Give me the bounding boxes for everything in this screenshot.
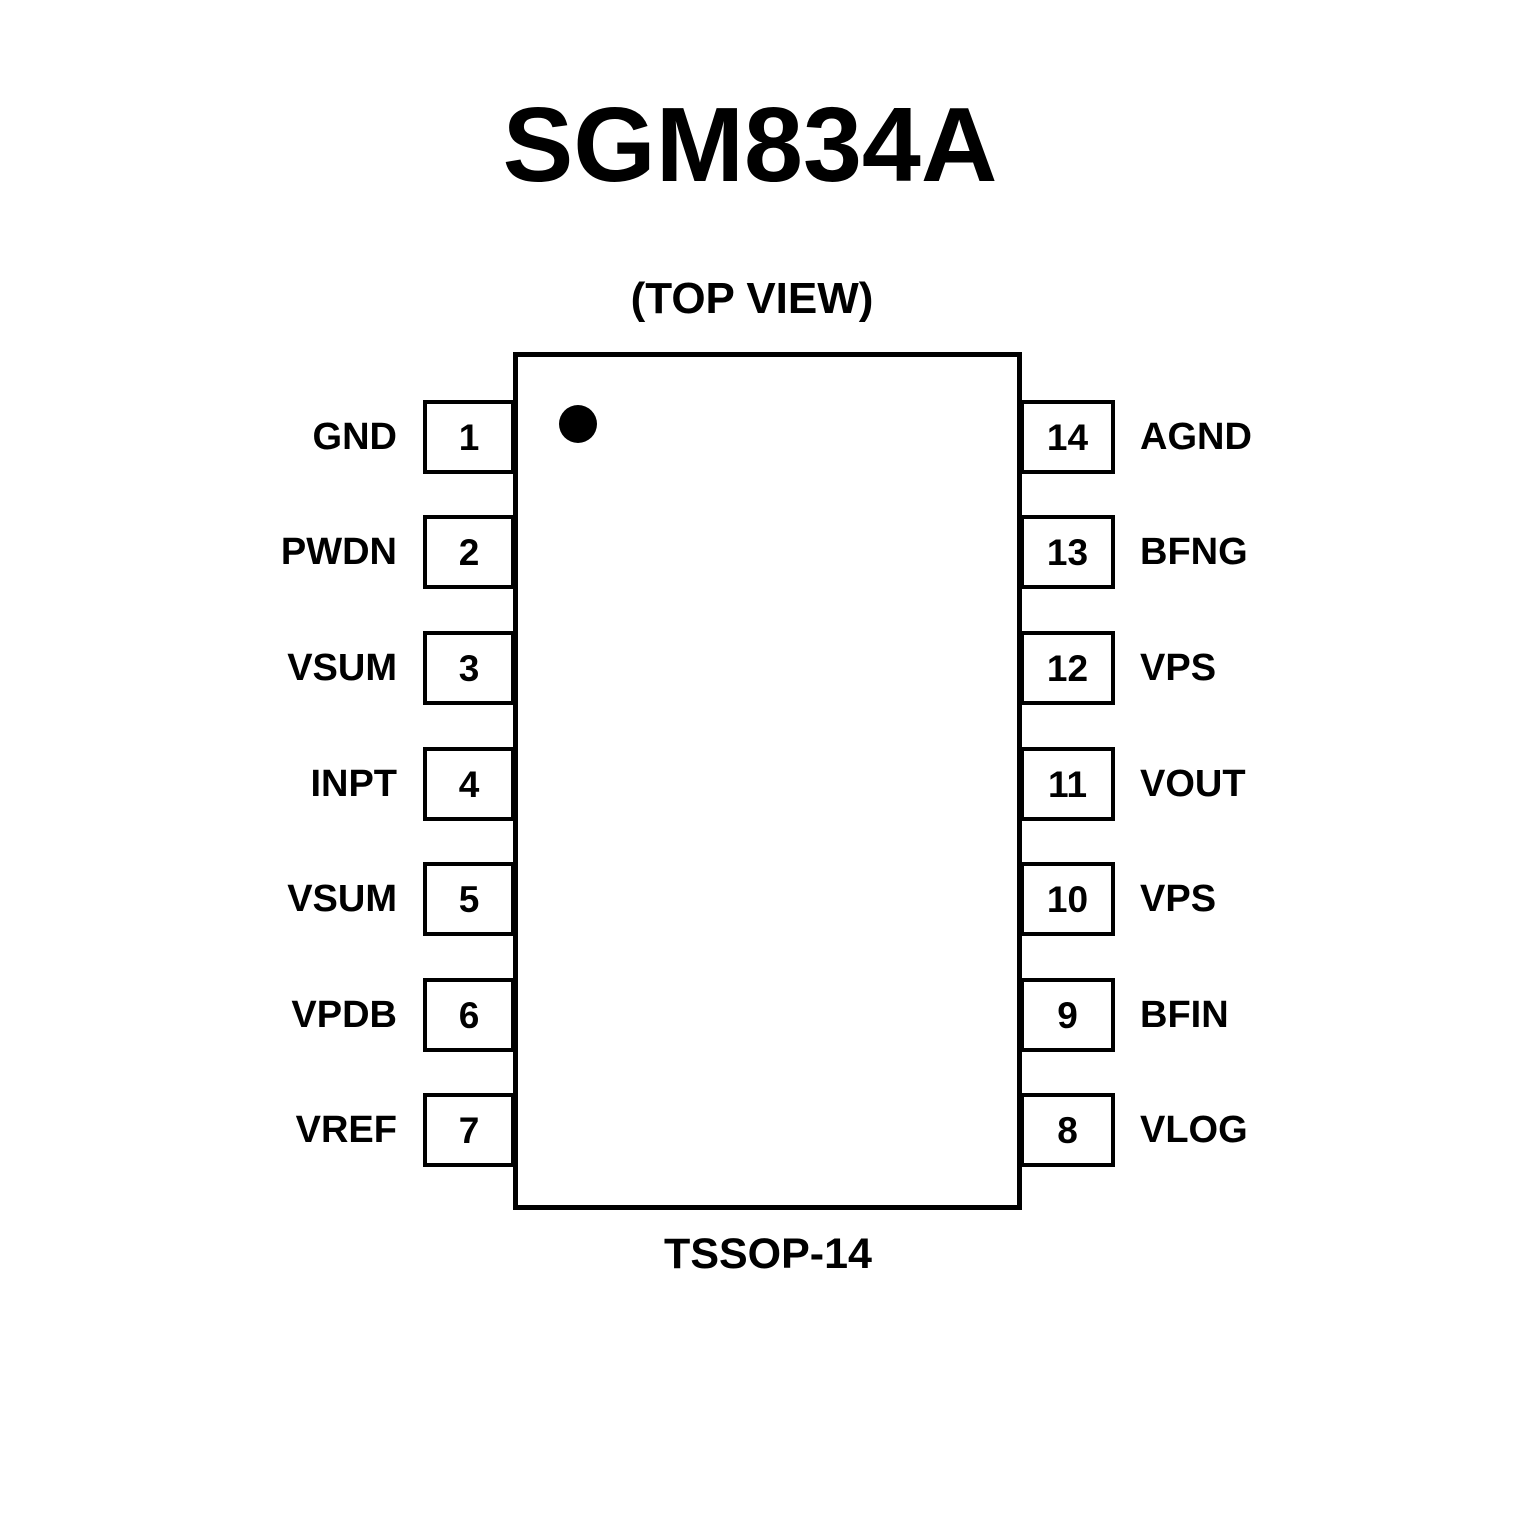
- pin-label: VSUM: [287, 878, 397, 920]
- pin-label: VREF: [295, 1109, 397, 1151]
- pin-box: [423, 515, 515, 589]
- pin-row-right-8: [1020, 1093, 1535, 1167]
- pin-label: VSUM: [287, 647, 397, 689]
- pin1-indicator-dot: [559, 405, 597, 443]
- pin-number: 12: [1046, 647, 1089, 689]
- pin-label: VLOG: [1140, 1109, 1248, 1151]
- pin-row-left-2: [0, 515, 515, 589]
- pin-row-right-9: [1020, 978, 1535, 1052]
- pin-number: 4: [458, 763, 480, 805]
- pin-number: 1: [458, 416, 480, 458]
- pin-number: 13: [1046, 531, 1089, 573]
- pin-row-left-5: [0, 862, 515, 936]
- pin-label: VPDB: [291, 994, 397, 1036]
- pin-number: 10: [1046, 878, 1089, 920]
- pin-label: GND: [312, 416, 397, 458]
- pin-row-left-3: [0, 631, 515, 705]
- pin-box: [1020, 515, 1115, 589]
- page-title: SGM834A: [502, 86, 998, 204]
- pin-box: [1020, 1093, 1115, 1167]
- pin-label: PWDN: [280, 531, 397, 573]
- pin-row-right-13: [1020, 515, 1535, 589]
- pin-label: BFIN: [1140, 994, 1229, 1036]
- pin-label: BFNG: [1140, 531, 1248, 573]
- pin-label: INPT: [310, 763, 397, 805]
- pin-row-left-7: [0, 1093, 515, 1167]
- pin-row-left-6: [0, 978, 515, 1052]
- pin-row-right-14: [1020, 400, 1535, 474]
- chip-body: [513, 352, 1022, 1210]
- pin-number: 6: [458, 994, 480, 1036]
- pin-box: [1020, 400, 1115, 474]
- pin-number: 11: [1047, 763, 1088, 805]
- pin-row-right-12: [1020, 631, 1535, 705]
- pin-box: [423, 1093, 515, 1167]
- pin-box: [423, 978, 515, 1052]
- pin-box: [1020, 862, 1115, 936]
- pin-box: [1020, 631, 1115, 705]
- pin-number: 5: [458, 878, 480, 920]
- pin-row-left-1: [0, 400, 515, 474]
- pin-number: 3: [458, 647, 480, 689]
- package-label: TSSOP-14: [664, 1230, 872, 1278]
- pin-number: 9: [1057, 994, 1078, 1036]
- pin-box: [423, 862, 515, 936]
- pin-box: [1020, 978, 1115, 1052]
- pin-number: 2: [458, 531, 480, 573]
- view-label: (TOP VIEW): [630, 274, 874, 323]
- pin-row-right-10: [1020, 862, 1535, 936]
- pin-label: VPS: [1140, 878, 1217, 920]
- pin-number: 7: [458, 1109, 480, 1151]
- pin-row-right-11: [1020, 747, 1535, 821]
- pin-box: [423, 631, 515, 705]
- pin-box: [1020, 747, 1115, 821]
- pin-label: VPS: [1140, 647, 1217, 689]
- pin-label: AGND: [1140, 416, 1252, 458]
- pin-row-left-4: [0, 747, 515, 821]
- pin-number: 8: [1057, 1109, 1078, 1151]
- pin-box: [423, 400, 515, 474]
- pin-box: [423, 747, 515, 821]
- pin-number: 14: [1046, 416, 1089, 458]
- pin-label: VOUT: [1140, 763, 1246, 805]
